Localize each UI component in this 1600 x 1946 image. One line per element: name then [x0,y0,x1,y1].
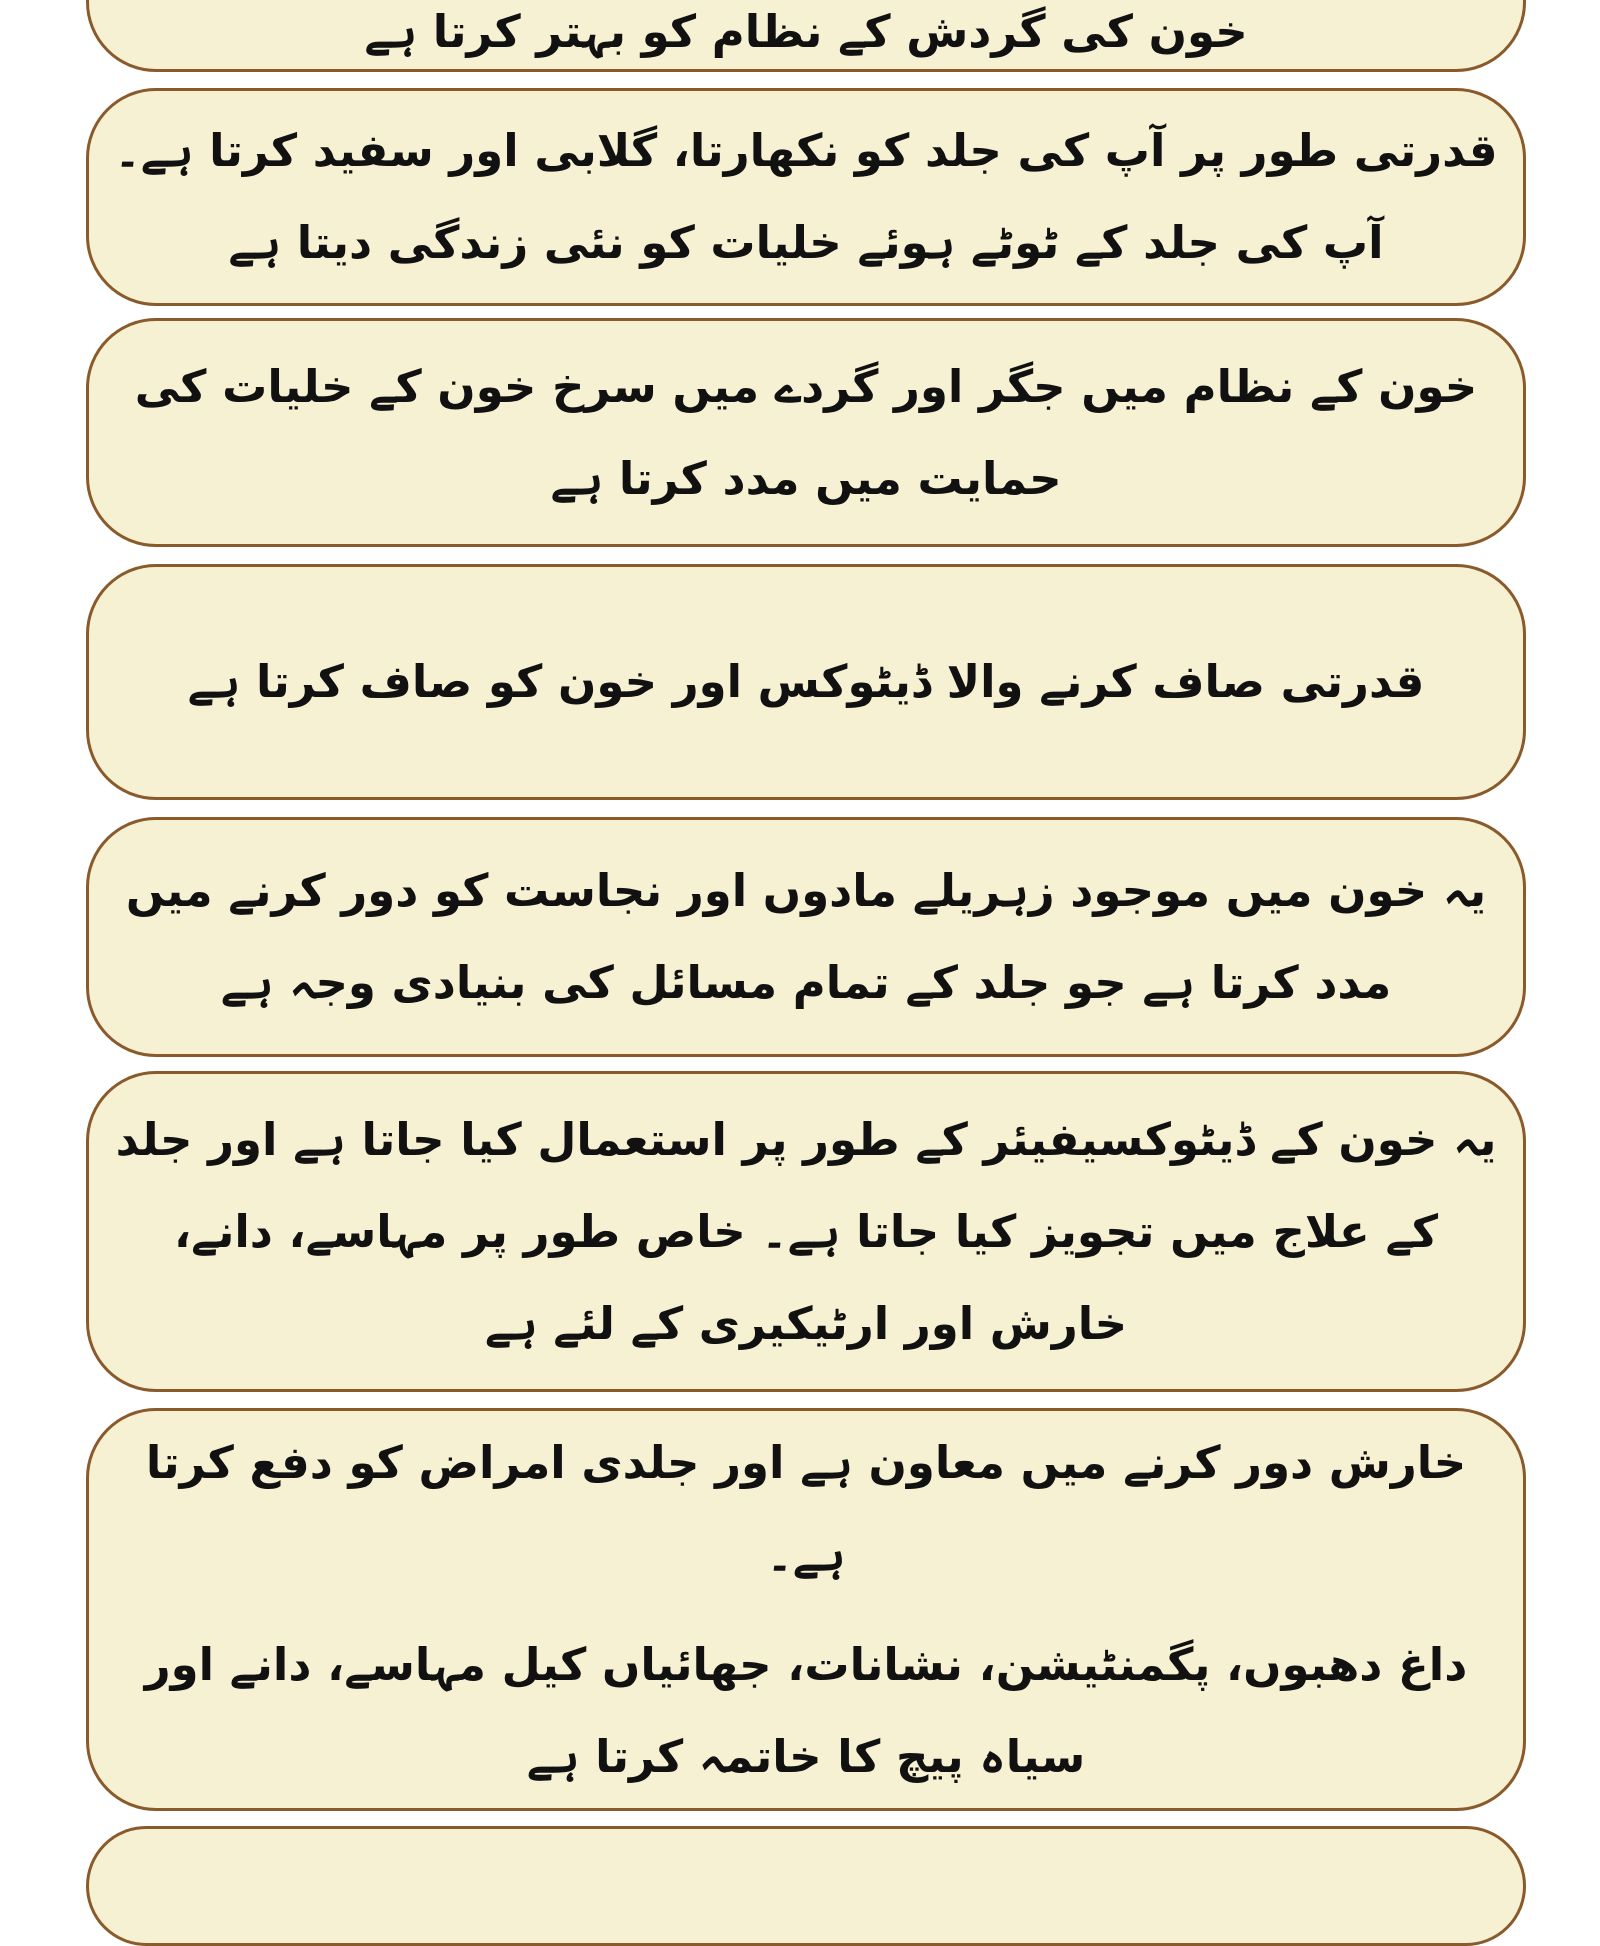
benefit-card [86,0,1526,72]
benefit-card [86,1071,1526,1392]
benefit-card [86,564,1526,800]
benefit-card [86,1408,1526,1811]
benefit-text [113,0,1499,65]
benefit-line: یہ خون میں موجود زہریلے مادوں اور نجاست کو دور کرنے میں مدد کرتا ہے جو جلد کے تمام مسائل کی بنیادی وجہ ہے [125,864,1487,1009]
benefit-line: قدرتی صاف کرنے والا ڈیٹوکس اور خون کو صاف کرتا ہے [187,655,1425,708]
benefit-line: خون کے نظام میں جگر اور گردے میں سرخ خون کے خلیات کی حمایت میں مدد کرتا ہے [134,359,1478,505]
benefit-line: قدرتی طور پر آپ کی جلد کو نکھارتا، گلابی اور سفید کرتا ہے۔ [114,124,1498,177]
benefit-line: آپ کی جلد کے ٹوٹے ہوئے خلیات کو نئی زندگی دیتا ہے [228,216,1384,269]
benefit-card [86,817,1526,1057]
benefit-card [86,88,1526,306]
benefit-line: یہ خون کے ڈیٹوکسیفیئر کے طور پر استعمال کیا جاتا ہے اور جلد کے علاج میں تجویز کیا جاتا ہے۔ خاص طور پر مہاسے، دانے، خارش اور ارٹیکیری کے لئے ہے [115,1112,1497,1350]
benefit-text [113,845,1499,1029]
benefit-line: داغ دھبوں، پگمنٹیشن، نشانات، جھائیاں کیل مہاسے، دانے اور سیاہ پیچ کا خاتمہ کرتا ہے [144,1637,1468,1783]
benefit-text [113,1417,1499,1803]
benefit-text [113,636,1499,728]
benefit-line: خارش دور کرنے میں معاون ہے اور جلدی امراض کو دفع کرتا ہے۔ [145,1435,1467,1581]
benefit-text [113,105,1499,289]
benefit-card [86,318,1526,547]
benefit-text [113,341,1499,525]
benefit-text [113,1094,1499,1370]
benefit-card [86,1826,1526,1946]
benefit-line: خون کی گردش کے نظام کو بہتر کرتا ہے [364,5,1248,58]
